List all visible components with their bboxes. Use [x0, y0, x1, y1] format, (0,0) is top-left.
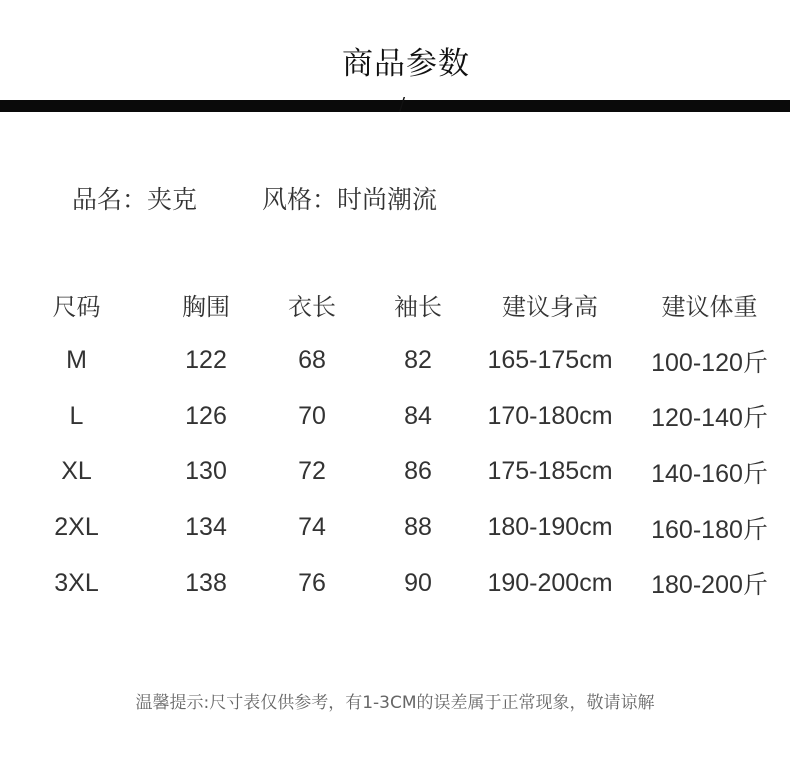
table-row	[0, 333, 790, 389]
product-style: 风格：时尚潮流	[262, 185, 438, 214]
header-chest: 胸围	[182, 292, 230, 321]
header-height: 建议身高	[502, 292, 598, 321]
cell-length: 74	[298, 513, 326, 542]
cell-size: 2XL	[54, 513, 99, 542]
cell-chest: 134	[185, 513, 227, 542]
cell-weight: 120-140斤	[651, 404, 768, 433]
cell-chest: 130	[185, 457, 227, 486]
cell-sleeve: 88	[404, 513, 432, 542]
cell-height: 170-180cm	[487, 401, 613, 430]
title-divider-bar	[0, 100, 790, 112]
header-length: 衣长	[288, 292, 336, 321]
page-title: 商品参数	[342, 46, 470, 82]
cell-length: 68	[298, 346, 326, 375]
cell-height: 190-200cm	[487, 568, 613, 597]
cell-weight: 180-200斤	[651, 571, 768, 600]
disclaimer-tip: 温馨提示:尺寸表仅供参考，有1-3CM的误差属于正常现象，敬请谅解	[135, 693, 655, 713]
header-sleeve: 袖长	[394, 292, 442, 321]
table-row	[0, 444, 790, 500]
cell-sleeve: 84	[404, 401, 432, 430]
cell-height: 175-185cm	[487, 457, 613, 486]
cell-sleeve: 86	[404, 457, 432, 486]
cell-height: 180-190cm	[487, 513, 613, 542]
header-size: 尺码	[52, 292, 101, 321]
title-divider-mark: /	[399, 94, 406, 115]
cell-weight: 100-120斤	[651, 348, 768, 377]
cell-size: L	[69, 401, 84, 430]
cell-sleeve: 82	[404, 346, 432, 375]
size-table	[0, 275, 790, 611]
cell-chest: 126	[185, 401, 227, 430]
cell-height: 165-175cm	[487, 346, 613, 375]
cell-sleeve: 90	[404, 568, 432, 597]
table-row	[0, 389, 790, 445]
cell-weight: 140-160斤	[651, 459, 768, 488]
size-table-header-row	[0, 275, 790, 333]
cell-length: 70	[298, 401, 326, 430]
cell-size: M	[66, 346, 87, 375]
cell-length: 72	[298, 457, 326, 486]
cell-length: 76	[298, 568, 326, 597]
table-row	[0, 500, 790, 556]
cell-size: 3XL	[54, 568, 99, 597]
cell-chest: 122	[185, 346, 227, 375]
table-row	[0, 555, 790, 611]
header-weight: 建议体重	[661, 292, 758, 321]
product-name: 品名：夹克	[72, 185, 198, 214]
cell-size: XL	[61, 457, 92, 486]
cell-weight: 160-180斤	[651, 515, 768, 544]
cell-chest: 138	[185, 568, 227, 597]
